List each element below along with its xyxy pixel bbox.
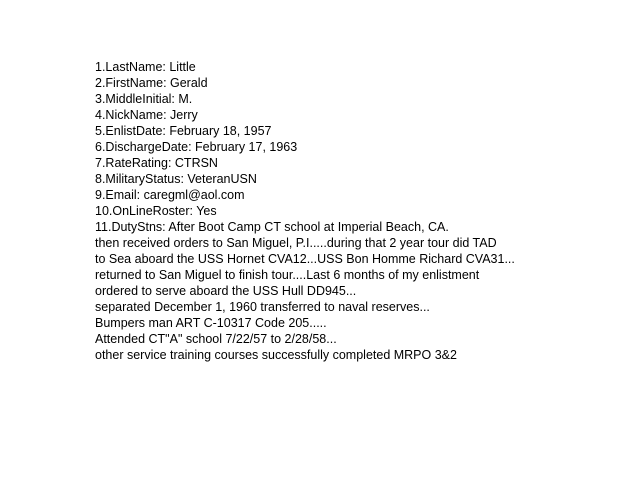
duty-stations-line: 11.DutyStns: After Boot Camp CT school at Imperial Beach, CA. [95,220,449,234]
duty-stations-continued-line: other service training courses successfully completed MRPO 3&2 [95,348,457,362]
duty-stations-continued-line: Bumpers man ART C-10317 Code 205..... [95,316,327,330]
discharge-date-line: 6.DischargeDate: February 17, 1963 [95,140,298,154]
online-roster-line: 10.OnLineRoster: Yes [95,204,217,218]
duty-stations-continued-line: then received orders to San Miguel, P.I.....during that 2 year tour did TAD [95,236,497,250]
duty-stations-continued-line: to Sea aboard the USS Hornet CVA12...USS Bon Homme Richard CVA31... [95,252,515,266]
last-name-line: 1.LastName: Little [95,60,196,74]
enlist-date-line: 5.EnlistDate: February 18, 1957 [95,124,272,138]
first-name-line: 2.FirstName: Gerald [95,76,208,90]
duty-stations-continued-line: ordered to serve aboard the USS Hull DD945... [95,284,357,298]
member-record [95,59,625,363]
nickname-line: 4.NickName: Jerry [95,108,198,122]
rate-rating-line: 7.RateRating: CTRSN [95,156,218,170]
email-line: 9.Email: caregml@aol.com [95,188,245,202]
duty-stations-continued-line: Attended CT"A" school 7/22/57 to 2/28/58... [95,332,337,346]
duty-stations-continued-line: returned to San Miguel to finish tour....Last 6 months of my enlistment [95,268,480,282]
duty-stations-continued-line: separated December 1, 1960 transferred to naval reserves... [95,300,430,314]
military-status-line: 8.MilitaryStatus: VeteranUSN [95,172,257,186]
middle-initial-line: 3.MiddleInitial: M. [95,92,193,106]
